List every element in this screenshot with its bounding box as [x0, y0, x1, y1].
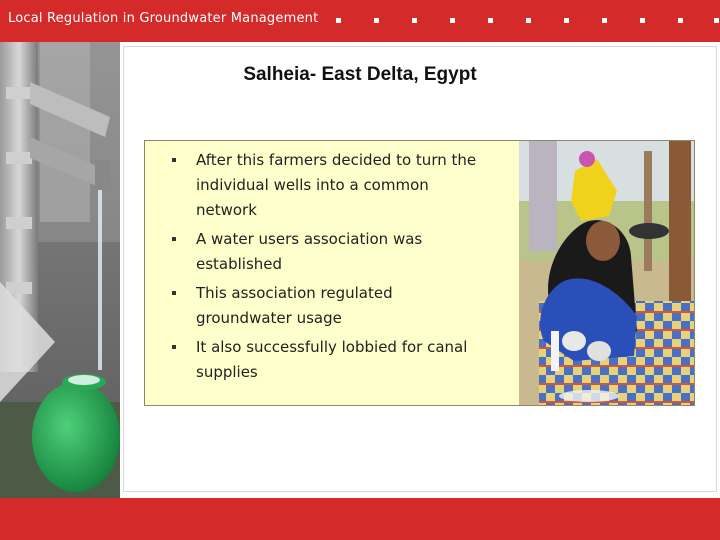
- bullet-icon: [172, 237, 176, 241]
- header-dot: [374, 18, 379, 23]
- bullet-icon: [172, 345, 176, 349]
- bullet-item: [172, 281, 492, 331]
- header-dot: [412, 18, 417, 23]
- bullet-text: This association regulated groundwater usage: [196, 284, 393, 327]
- women-working-photo: [519, 141, 694, 405]
- bullet-item: [172, 227, 492, 277]
- header-dot: [526, 18, 531, 23]
- bullet-icon: [172, 158, 176, 162]
- bullet-text: After this farmers decided to turn the individual wells into a common network: [196, 151, 477, 219]
- bullet-text: A water users association was established: [196, 230, 423, 273]
- slide-title: Salheia- East Delta, Egypt: [243, 64, 477, 85]
- bullet-text: It also successfully lobbied for canal supplies: [196, 338, 468, 381]
- bullet-icon: [172, 291, 176, 295]
- header-bar: [0, 0, 720, 42]
- header-dot: [336, 18, 341, 23]
- header-dot: [450, 18, 455, 23]
- header-dot: [602, 18, 607, 23]
- presentation-title: Local Regulation in Groundwater Management: [8, 11, 319, 26]
- header-dot: [714, 18, 719, 23]
- bullet-item: [172, 148, 492, 223]
- bullet-list: [172, 148, 492, 389]
- bullet-item: [172, 335, 492, 385]
- header-dot: [564, 18, 569, 23]
- water-pump-photo: [0, 42, 120, 498]
- header-dot: [488, 18, 493, 23]
- header-dot-row: [336, 18, 720, 24]
- header-dot: [640, 18, 645, 23]
- footer-bar: [0, 498, 720, 540]
- header-dot: [678, 18, 683, 23]
